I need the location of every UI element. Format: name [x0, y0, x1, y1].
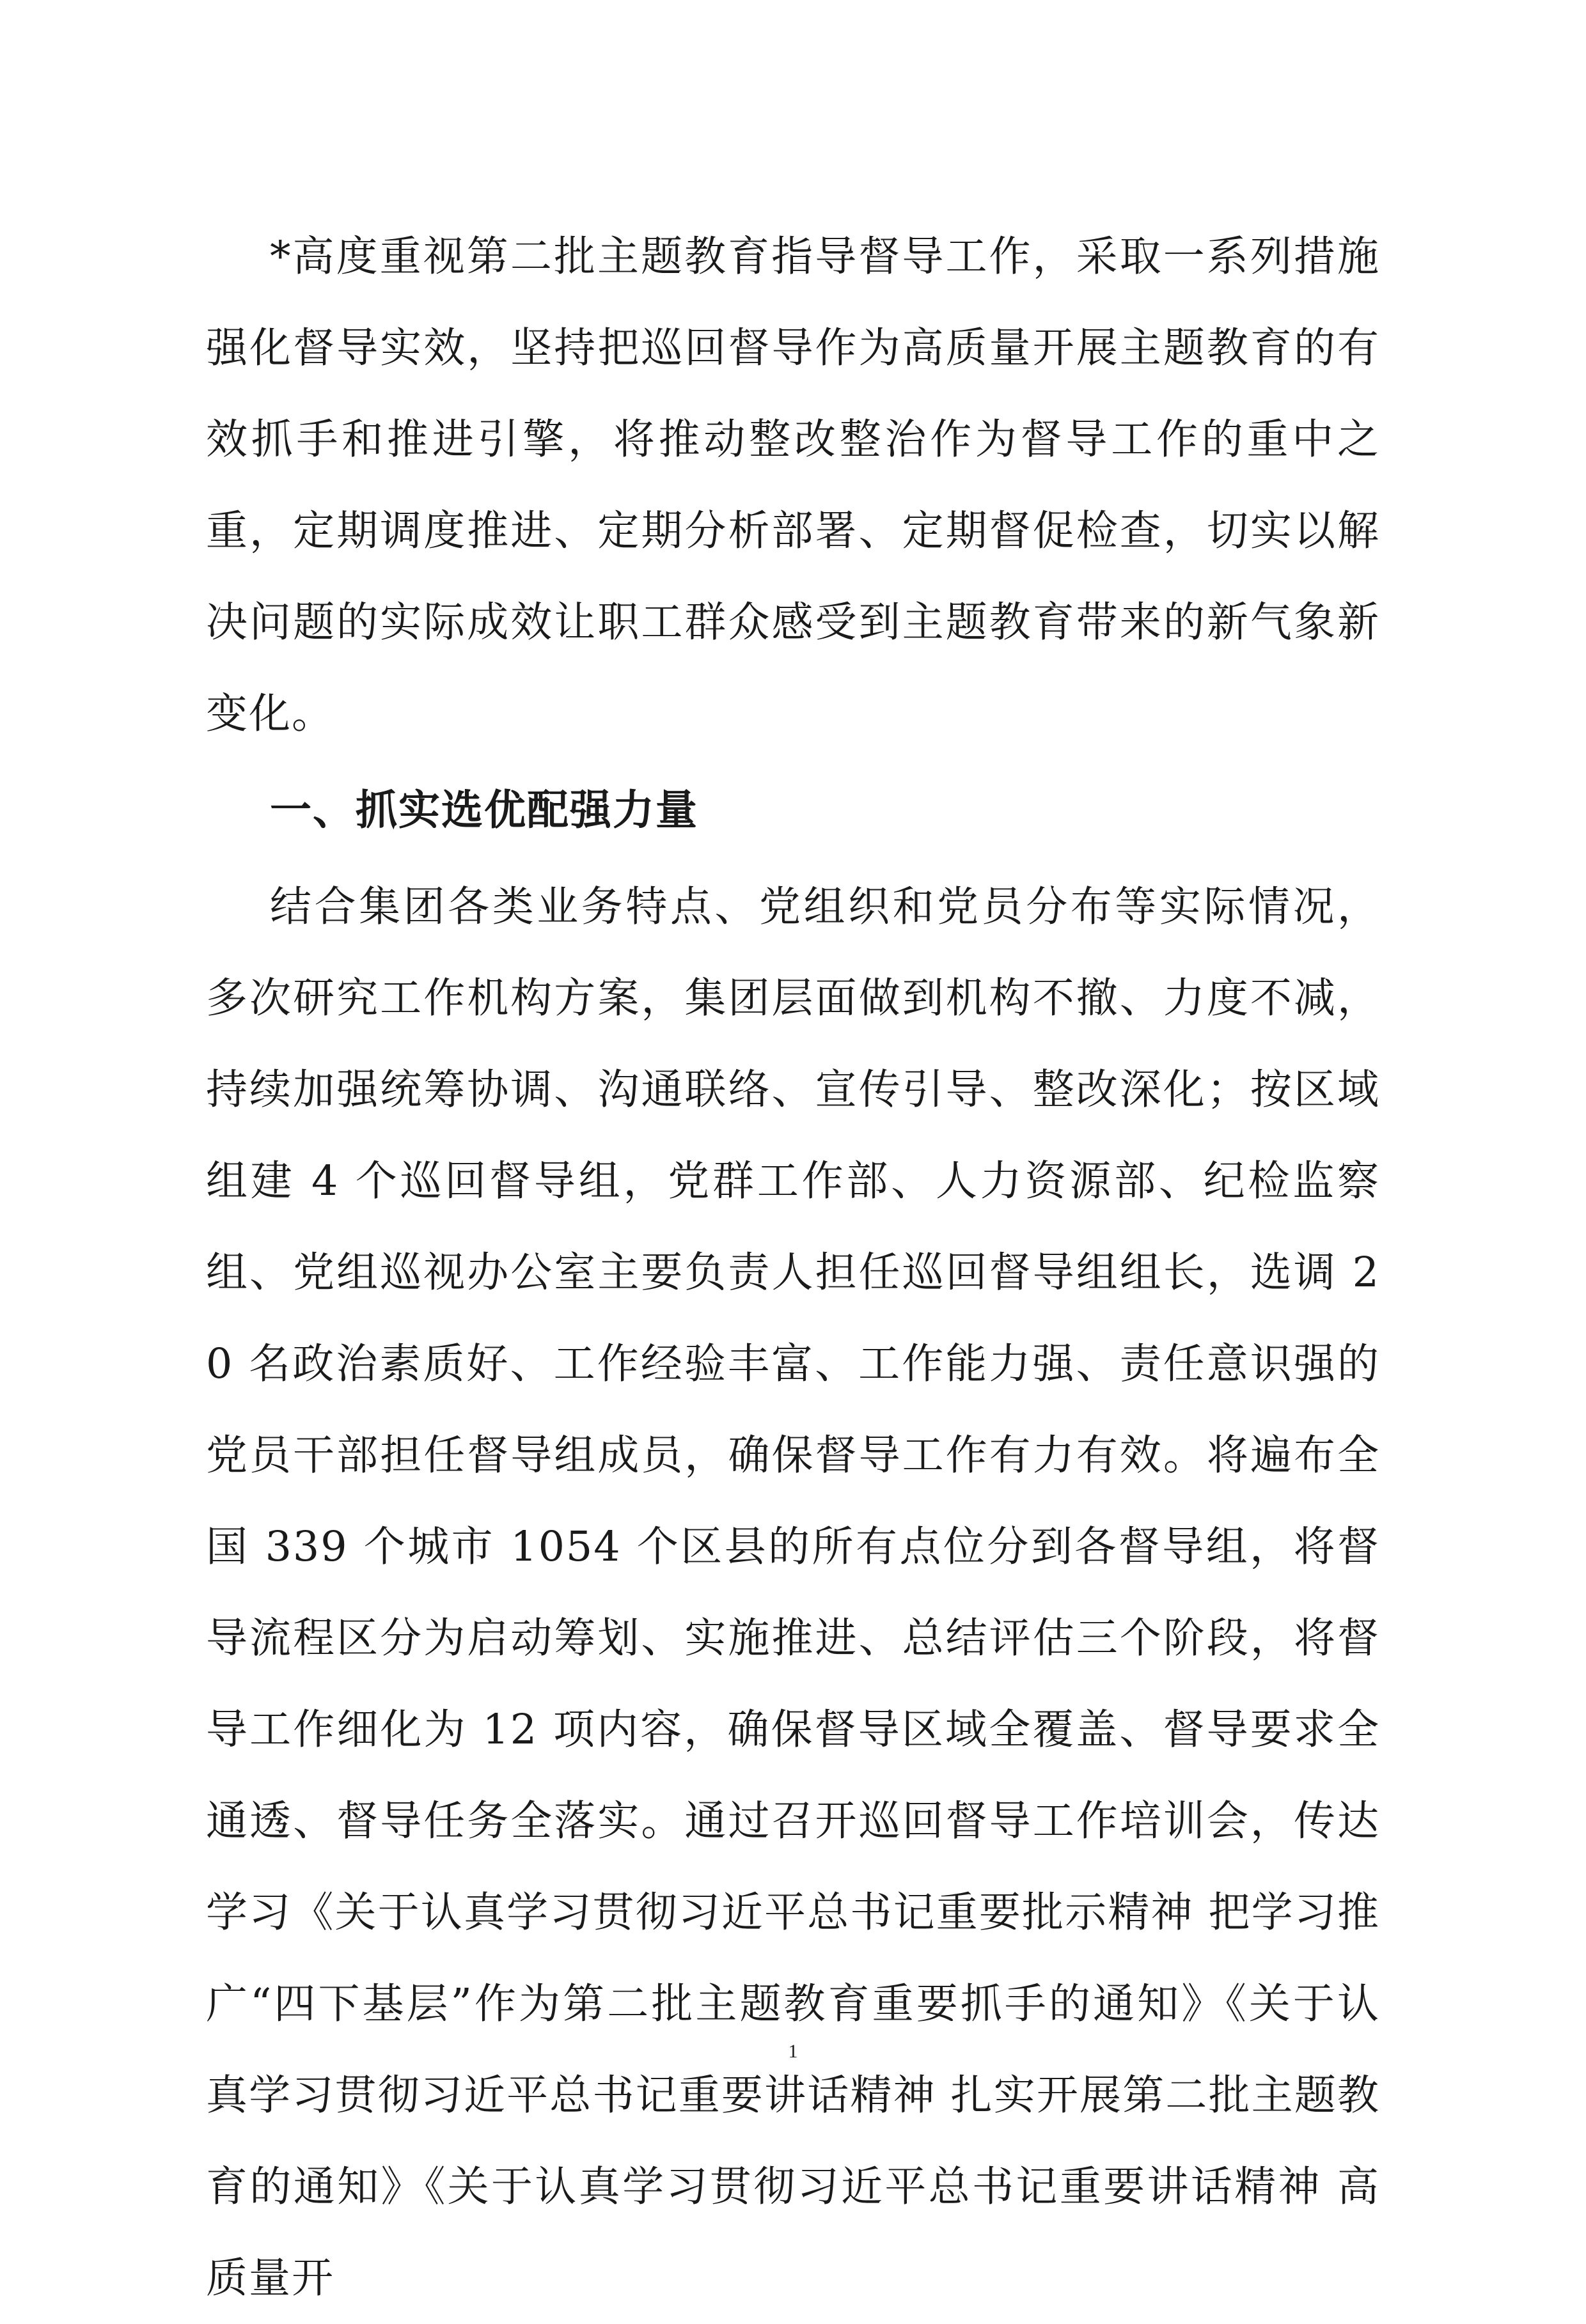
intro-paragraph: *高度重视第二批主题教育指导督导工作，采取一系列措施强化督导实效，坚持把巡回督导作为高质量开展主题教育的有效抓手和推进引擎，将推动整改整治作为督导工作的重中之重，定期调度推进、定期分析部署、定期督促检查，切实以解决问题的实际成效让职工群众感受到主题教育带来的新气象新变化。: [206, 233, 1380, 738]
section-body-paragraph: 结合集团各类业务特点、党组织和党员分布等实际情况，多次研究工作机构方案，集团层面做到机构不撤、力度不减，持续加强统筹协调、沟通联络、宣传引导、整改深化；按区域组建 4 个巡回督导组，党群工作部、人力资源部、纪检监察组、党组巡视办公室主要负责人担任巡回督导组组长，选调 20 名政治素质好、工作经验丰富、工作能力强、责任意识强的党员干部担任督导组成员，确保督导工作有力有效。将遍布全国 339 个城市 1054 个区县的所有点位分到各督导组，将督导流程区分为启动筹划、实施推进、总结评估三个阶段，将督导工作细化为 12 项内容，确保督导区域全覆盖、督导要求全通透、督导任务全落实。通过召开巡回督导工作培训会，传达学习《关于认真学习贯彻习近平总书记重要批示精神 把学习推广“四下基层”作为第二批主题教育重要抓手的通知》《关于认真学习贯彻习近平总书记重要讲话精神 扎实开展第二批主题教育的通知》《关于认真学习贯彻习近平总书记重要讲话精神 高质量开: [206, 883, 1380, 2302]
document-body: [206, 211, 1380, 2324]
spacer: [206, 856, 1380, 861]
page-number: 1: [788, 2041, 798, 2062]
spacer: [206, 760, 1380, 765]
section-heading: 一、抓实选优配强力量: [270, 786, 699, 834]
